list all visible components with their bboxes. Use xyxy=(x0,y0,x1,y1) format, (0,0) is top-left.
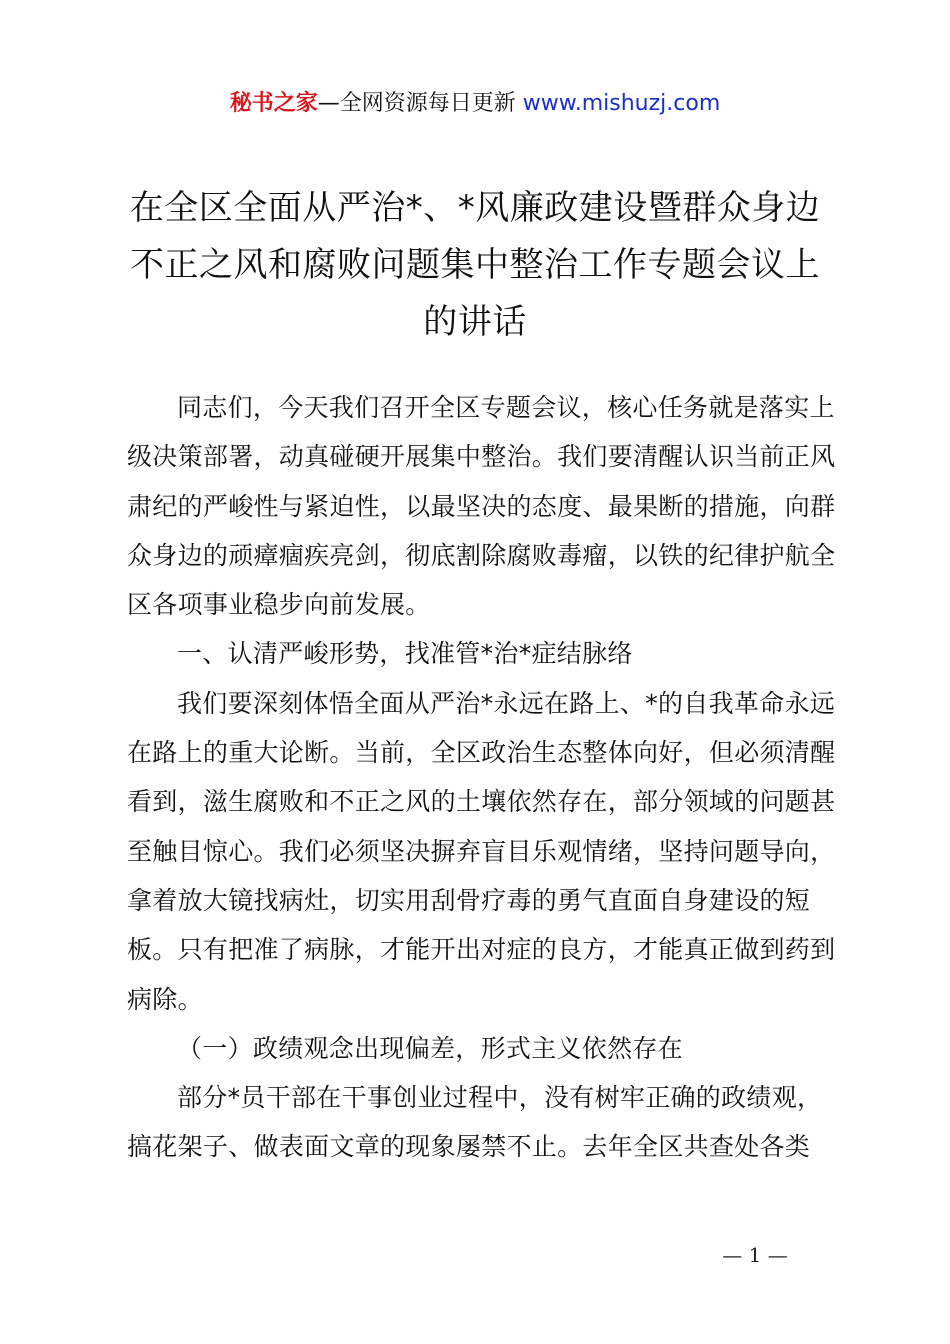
body-paragraph: 部分*员干部在干事创业过程中，没有树牢正确的政绩观，搞花架子、做表面文章的现象屡禁不止。去年全区共查处各类 xyxy=(127,1083,823,1162)
title-line: 的讲话 xyxy=(423,302,527,342)
document-body xyxy=(127,383,839,1172)
title-line: 在全区全面从严治*、*风廉政建设暨群众身边 xyxy=(129,188,821,228)
title-line: 不正之风和腐败问题集中整治工作专题会议上 xyxy=(130,245,820,285)
document-title xyxy=(100,180,850,351)
site-tagline: —全网资源每日更新 xyxy=(317,91,523,116)
site-name: 秘书之家 xyxy=(229,91,318,116)
site-url-link[interactable]: www.mishuzj.com xyxy=(522,91,721,116)
page-number: — 1 — xyxy=(722,1243,788,1267)
subsection-heading: （一）政绩观念出现偏差，形式主义依然存在 xyxy=(177,1033,684,1063)
body-paragraph: 我们要深刻体悟全面从严治*永远在路上、*的自我革命永远在路上的重大论断。当前，全区政治生态整体向好，但必须清醒看到，滋生腐败和不正之风的土壤依然存在，部分领域的问题甚至触目惊心。我们必须坚决摒弃盲目乐观情绪，坚持问题导向，拿着放大镜找病灶，切实用刮骨疗毒的勇气直面自身建设的短板。只有把准了病脉，才能开出对症的良方，才能真正做到药到病除。 xyxy=(127,688,836,1014)
section-heading: 一、认清严峻形势，找准管*治*症结脉络 xyxy=(177,639,633,669)
body-paragraph: 同志们，今天我们召开全区专题会议，核心任务就是落实上级决策部署，动真碰硬开展集中整治。我们要清醒认识当前正风肃纪的严峻性与紧迫性，以最坚决的态度、最果断的措施，向群众身边的顽瘴痼疾亮剑，彻底割除腐败毒瘤，以铁的纪律护航全区各项事业稳步向前发展。 xyxy=(127,393,836,620)
site-header xyxy=(0,88,950,120)
